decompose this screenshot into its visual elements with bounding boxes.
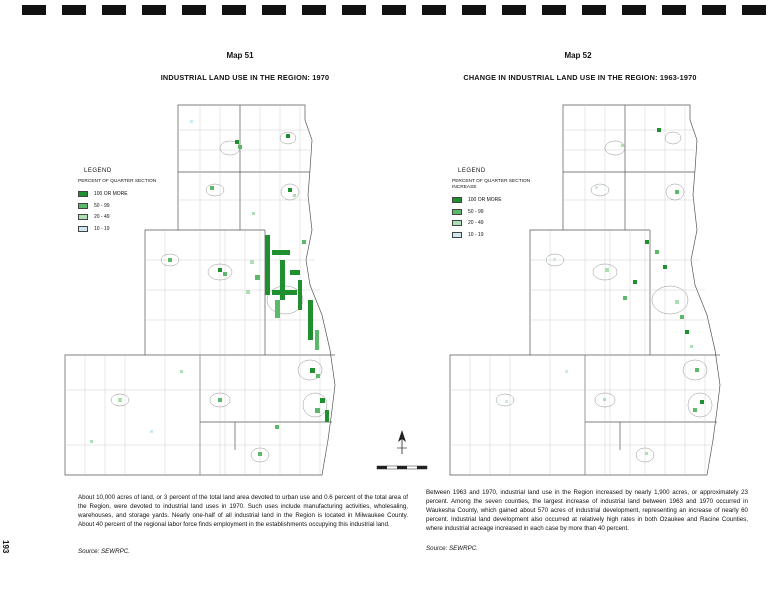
right-legend-label: 20 - 49 [468,220,484,226]
left-legend-title: LEGEND [84,168,112,174]
left-caption: About 10,000 acres of land, or 3 percent of the total land area devoted to urban use and 0.6 percent of the total area of the Region, were devoted to industrial land uses in 1970. Such uses include manufacturing activities, wholesaling, warehouses, and storage yards. Nearly one-half of all industrial land in the Region is located in Milwaukee County. About 40 percent of the regional labor force finds employment in the establishments occupying this industrial land. [78,494,408,528]
right-legend-subtitle: PERCENT OF QUARTER SECTION INCREASE [452,179,531,190]
right-legend-label: 10 - 19 [468,231,484,238]
right-legend [452,168,532,241]
left-source: Source: SEWRPC. [78,548,130,555]
right-region-map [445,100,745,480]
left-legend-label: 100 OR MORE [94,191,128,197]
right-caption: Between 1963 and 1970, industrial land use in the Region increased by nearly 1,900 acres, or approximately 23 percent. Among the seven counties, the largest increase of industrial land between 1963 and 1970 occurred in Waukesha County, which gained about 570 acres of industrial development, representing an increase of nearly 60 percent. Industrial land development also occurred at relatively high rates in both Ozaukee and Racine Counties, where industrial acreage increased in each case by more than 40 percent. [426,489,748,532]
left-map-number: Map 51 [226,51,254,60]
scale-bar-icon [377,466,427,469]
right-map-number: Map 52 [564,51,592,60]
right-legend-item [452,230,532,240]
left-legend-item [78,189,158,199]
film-strip-marks [0,0,776,20]
left-legend [78,168,158,235]
page-number: 193 [1,540,10,554]
left-legend-subtitle: PERCENT OF QUARTER SECTION [78,179,157,184]
left-legend-label: 20 - 49 [94,214,110,220]
right-legend-item [452,218,532,228]
right-legend-label: 50 - 99 [468,208,484,215]
right-legend-item [452,195,532,205]
right-legend-item [452,207,532,217]
north-arrow-icon [372,428,432,478]
left-legend-item [78,201,158,211]
left-legend-item [78,224,158,234]
left-region-map [60,100,360,480]
left-map-title: INDUSTRIAL LAND USE IN THE REGION: 1970 [160,73,330,82]
right-legend-title: LEGEND [458,168,486,174]
right-legend-label: 100 OR MORE [468,197,502,203]
right-source: Source: SEWRPC. [426,545,478,552]
left-legend-label: 50 - 99 [94,202,110,209]
left-legend-item [78,212,158,222]
right-map-title: CHANGE IN INDUSTRIAL LAND USE IN THE REGION: 1963-1970 [463,73,697,82]
left-legend-label: 10 - 19 [94,225,110,232]
